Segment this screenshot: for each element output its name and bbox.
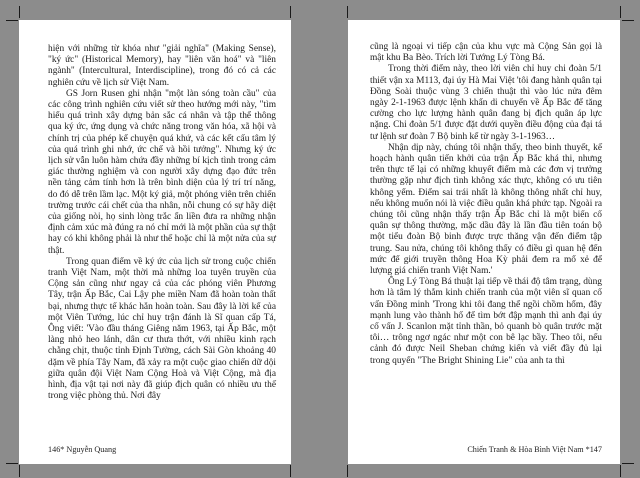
paragraph: cũng là ngoại vi tiếp cận của khu vực mà Cộng Sản gọi là mật khu Ba Bèo. Trích lời Tướng Lý Tòng Bá. — [370, 42, 602, 64]
left-page — [19, 20, 291, 464]
left-page-body — [48, 44, 276, 403]
crop-mark — [290, 6, 291, 18]
crop-mark — [347, 465, 348, 477]
paragraph: Nhận dịp này, chúng tôi nhận thấy, theo binh thuyết, kế hoạch hành quân tiến khởi của trận Ấp Bắc khá thi, nhưng trên thực tế lại có những khuyết điểm mà các đơn vị trưởng thường gặp như địch tình không xác thực, không có ưu tiên không yểm. Điểm sai trái nhất là không thông nhất chỉ huy, nếu không muốn nói là việc điều quân khá phức tạp. Ngoài ra chúng tôi cũng nhận thấy trận Ấp Bắc chỉ là một biến cố quân sự thông thường, mặc dầu đây là lần đầu tiên toán bộ một tiểu đoàn Bộ binh được trực thăng vận đến điểm tập trung. Sau nửa, chúng tôi không thấy có điều gì quan hệ đến mức để giới truyền thông Hoa Kỳ phải đem ra mổ xẻ để lượng giá chiến tranh Việt Nam.' — [370, 142, 602, 277]
crop-mark — [6, 20, 18, 21]
crop-mark — [622, 20, 634, 21]
paragraph: GS Jorn Rusen ghi nhận "một làn sóng toàn cầu" của các công trình nghiên cứu viết sử theo hướng mới này, "tìm hiểu quá trình xây dựng bản sắc cá nhân và tập thể thông qua ký ức, ứng dụng và chức năng trong văn hóa, xã hội và chính trị của phép kể chuyện quá khứ, và các kết cấu tâm lý của quá trình ghi nhớ, ức chế và hồi tưởng". Nhưng ký ức lịch sử vẫn luôn hàm chứa đầy những bí kịch tình trong cảm giác thường nghiệm và con người xây dựng đạo đức trên nền tảng cảm tính hơn là trên bình diện của lý trí trí năng, do đó dễ trên lầm lạc. Một ký giả, một phóng viên trên chiến trường trước cái chết của tha nhân, nỗi chung có sự hãy diệt của giống nòi, họ sinh lòng trắc ẩn liền đưa ra những nhận định cảm xúc mà đúng ra nó chỉ mới là một phần của sự thật hay có khi không phải là như thế hoặc chỉ là một nửa của sự thật. — [48, 88, 276, 256]
crop-mark — [6, 463, 18, 464]
paragraph: Trong quan điểm về ký ức của lịch sử trong cuộc chiến tranh Việt Nam, một thời mà những loa tuyên truyền của Cộng sản cũng như ngay cả của các phóng viên Phương Tây, trận Ấp Bắc, Cai Lậy phe miền Nam đã hoàn toàn thất bại, nhưng thực tế khác hẳn hoàn toàn. Sau đây là lời kể của một Viên Tướng, lúc chỉ huy trận đánh là Sĩ quan cấp Tá, Ông viết: 'Vào đầu tháng Giêng năm 1963, tại Ấp Bắc, một làng nhỏ heo lánh, dân cư thưa thớt, với nhiều kinh rạch chằng chịt, thuộc tỉnh Định Tường, cách Sài Gòn khoảng 40 dặm về phía Tây Nam, đã xảy ra một cuộc giao chiến dữ dội giữa quân đội Việt Nam Cộng Hoà và Việt Cộng, mà địa hình, địa vật tại nơi này đã giúp địch quân có nhiều ưu thế trong việc phòng thủ. Nơi đây — [48, 256, 276, 402]
crop-mark — [347, 6, 348, 18]
paragraph: Ông Lý Tòng Bá thuật lại tiếp về thái độ tâm trạng, dùng hơn là tâm lý thắm kinh chiến tranh của một viên sĩ quan cố vấn Đồng minh 'Trong khi tôi đang thể ngồi chồm hổm, đây mạnh lung vào thành hố để tìm bớt đập mạnh thì anh đại úy cố vấn J. Scanlon mặt tỉnh thần, bỏ quanh bò quân trước mặt tôi… trông ngơ ngác như một con bê lạc bầy. Theo tôi, nếu cảnh đó được Neil Sheban chứng kiến và viết đầy đủ lại trong quyển "The Bright Shining Lie" của anh ta thì — [370, 277, 602, 366]
crop-mark — [620, 6, 621, 18]
crop-mark — [19, 465, 20, 477]
right-page-body — [370, 42, 602, 367]
page-footer: Chiến Tranh & Hòa Bình Việt Nam *147 — [467, 445, 602, 454]
paragraph: Trong thời điểm này, theo lời viên chỉ huy chi đoàn 5/1 thiết vận xa M113, đại úy Hà Mai Việt 'tôi đang hành quân tại Đồng Soài thuộc vùng 3 chiến thuật thì vào lúc nửa đêm ngày 2-1-1963 được lệnh khẩn di chuyển về Ấp Bắc để tăng cường cho lực lượng hành quân đang bị địch quân áp lực nặng. Chi đoàn 5/1 được đặt dưới quyền điều động của đại tá tư lệnh sư đoàn 7 Bộ binh kể từ ngày 3-1-1963… — [370, 64, 602, 142]
paragraph: hiện với những từ khóa như "giải nghĩa" (Making Sense), "ký ức" (Historical Memory), hay "liên văn hoá" và "liên ngành" (Intercultural, Interdiscipline), trong đó có cả các nghiên cứu về lịch sử Việt Nam. — [48, 44, 276, 88]
crop-mark — [622, 463, 634, 464]
right-page — [348, 20, 620, 464]
crop-mark — [19, 6, 20, 18]
crop-mark — [290, 465, 291, 477]
crop-mark — [620, 465, 621, 477]
page-footer: 146* Nguyễn Quang — [48, 445, 117, 454]
